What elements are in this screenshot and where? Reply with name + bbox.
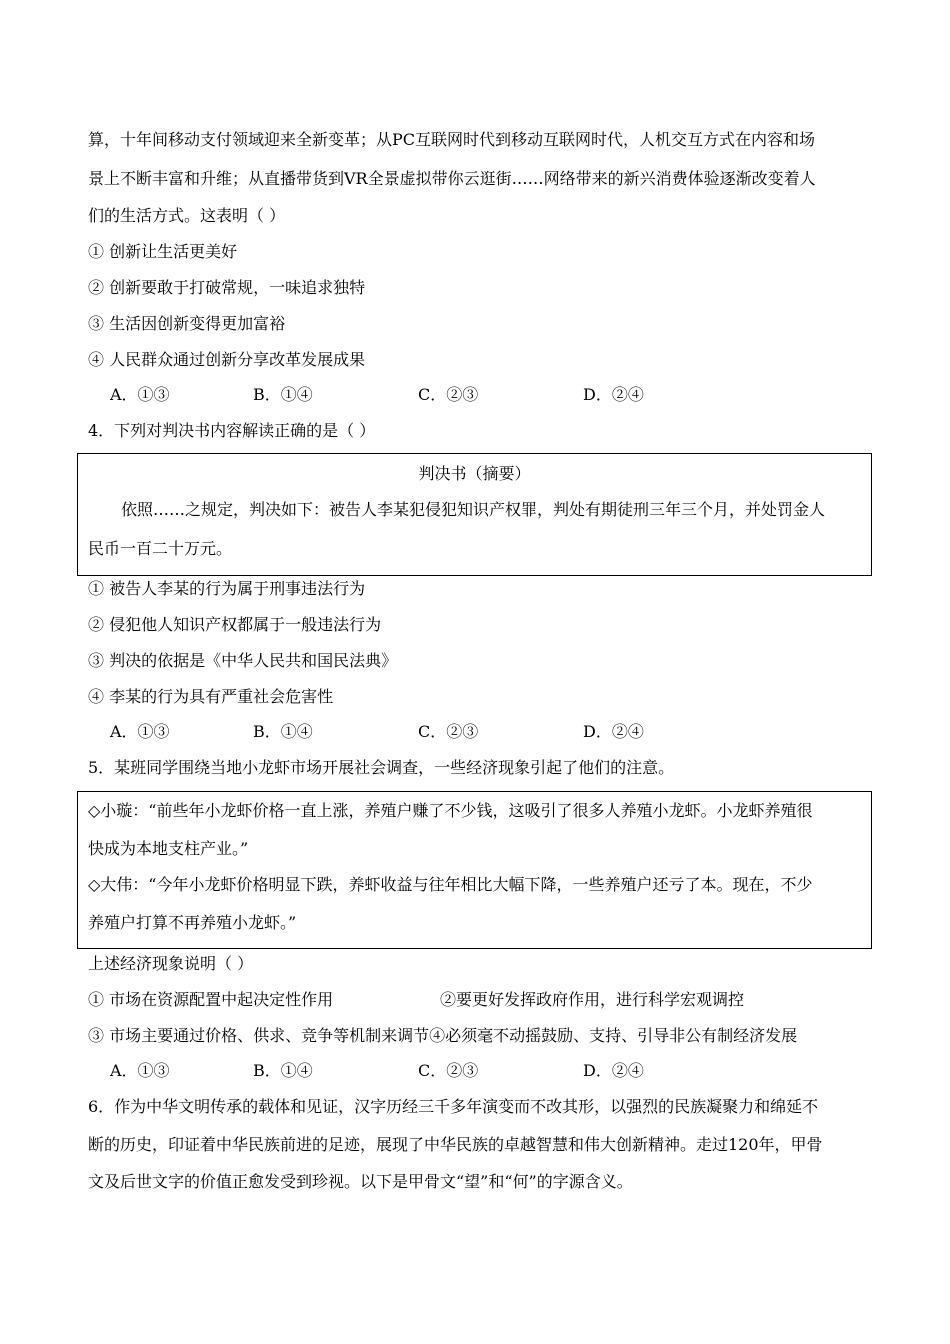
q4-option-a[interactable]: A．①③ <box>110 722 170 741</box>
dialogue-line: ◇小璇：“前些年小龙虾价格一直上涨，养殖户赚了不少钱，这吸引了很多人养殖小龙虾。小龙虾养殖很 <box>88 801 813 820</box>
q6-stem-line: 断的历史，印证着中华民族前进的足迹，展现了中华民族的卓越智慧和伟大创新精神。走过120年，甲骨 <box>88 1135 823 1154</box>
q4-option-b[interactable]: B．①④ <box>253 722 313 741</box>
q5-option-a[interactable]: A．①③ <box>110 1061 170 1080</box>
q4-stem: 4．下列对判决书内容解读正确的是（ ） <box>88 421 376 440</box>
q3-statement: ③ 生活因创新变得更加富裕 <box>88 314 286 333</box>
q3-option-d[interactable]: D．②④ <box>583 385 644 404</box>
q5-stem: 5．某班同学围绕当地小龙虾市场开展社会调查，一些经济现象引起了他们的注意。 <box>88 758 675 777</box>
q5-statement: ②要更好发挥政府作用，进行科学宏观调控 <box>440 990 745 1009</box>
q5-statement: ① 市场在资源配置中起决定性作用 <box>88 990 334 1009</box>
q6-stem-line: 文及后世文字的价值正愈发受到珍视。以下是甲骨文“望”和“何”的字源含义。 <box>88 1172 633 1191</box>
judgment-text: 民币一百二十万元。 <box>88 539 233 558</box>
dialogue-line: 快成为本地支柱产业。” <box>88 839 249 858</box>
q4-statement: ③ 判决的依据是《中华人民共和国民法典》 <box>88 651 398 670</box>
q3-option-a[interactable]: A．①③ <box>110 385 170 404</box>
dialogue-box <box>77 791 872 949</box>
q5-option-c[interactable]: C．②③ <box>418 1061 479 1080</box>
q3-stem-line: 算，十年间移动支付领域迎来全新变革；从PC互联网时代到移动互联网时代，人机交互方式在内容和场 <box>88 130 816 149</box>
q5-statement: ③ 市场主要通过价格、供求、竞争等机制来调节④必须毫不动摇鼓励、支持、引导非公有制经济发展 <box>88 1026 798 1045</box>
q3-statement: ④ 人民群众通过创新分享改革发展成果 <box>88 350 366 369</box>
judgment-text: 依照……之规定，判决如下：被告人李某犯侵犯知识产权罪，判处有期徒刑三年三个月，并处罚金人 <box>121 500 826 519</box>
q3-stem-line: 景上不断丰富和升维；从直播带货到VR全景虚拟带你云逛街……网络带来的新兴消费体验逐渐改变着人 <box>88 169 816 188</box>
q5-question: 上述经济现象说明（ ） <box>88 954 254 973</box>
q3-option-c[interactable]: C．②③ <box>418 385 479 404</box>
q5-option-b[interactable]: B．①④ <box>253 1061 313 1080</box>
dialogue-line: 养殖户打算不再养殖小龙虾。” <box>88 913 297 932</box>
q3-stem-line: 们的生活方式。这表明（ ） <box>88 206 286 225</box>
q4-statement: ④ 李某的行为具有严重社会危害性 <box>88 687 334 706</box>
q4-statement: ① 被告人李某的行为属于刑事违法行为 <box>88 579 366 598</box>
q4-statement: ② 侵犯他人知识产权都属于一般违法行为 <box>88 615 382 634</box>
judgment-box <box>77 453 872 576</box>
judgment-title: 判决书（摘要） <box>418 464 531 483</box>
q3-statement: ① 创新让生活更美好 <box>88 242 238 261</box>
dialogue-line: ◇大伟：“今年小龙虾价格明显下跌，养虾收益与往年相比大幅下降，一些养殖户还亏了本。现在，不少 <box>88 875 813 894</box>
q3-option-b[interactable]: B．①④ <box>253 385 313 404</box>
q4-option-d[interactable]: D．②④ <box>583 722 644 741</box>
q4-option-c[interactable]: C．②③ <box>418 722 479 741</box>
q5-option-d[interactable]: D．②④ <box>583 1061 644 1080</box>
q3-statement: ② 创新要敢于打破常规，一味追求独特 <box>88 278 366 297</box>
q6-stem-line: 6．作为中华文明传承的载体和见证，汉字历经三千多年演变而不改其形，以强烈的民族凝聚力和绵延不 <box>88 1097 819 1116</box>
